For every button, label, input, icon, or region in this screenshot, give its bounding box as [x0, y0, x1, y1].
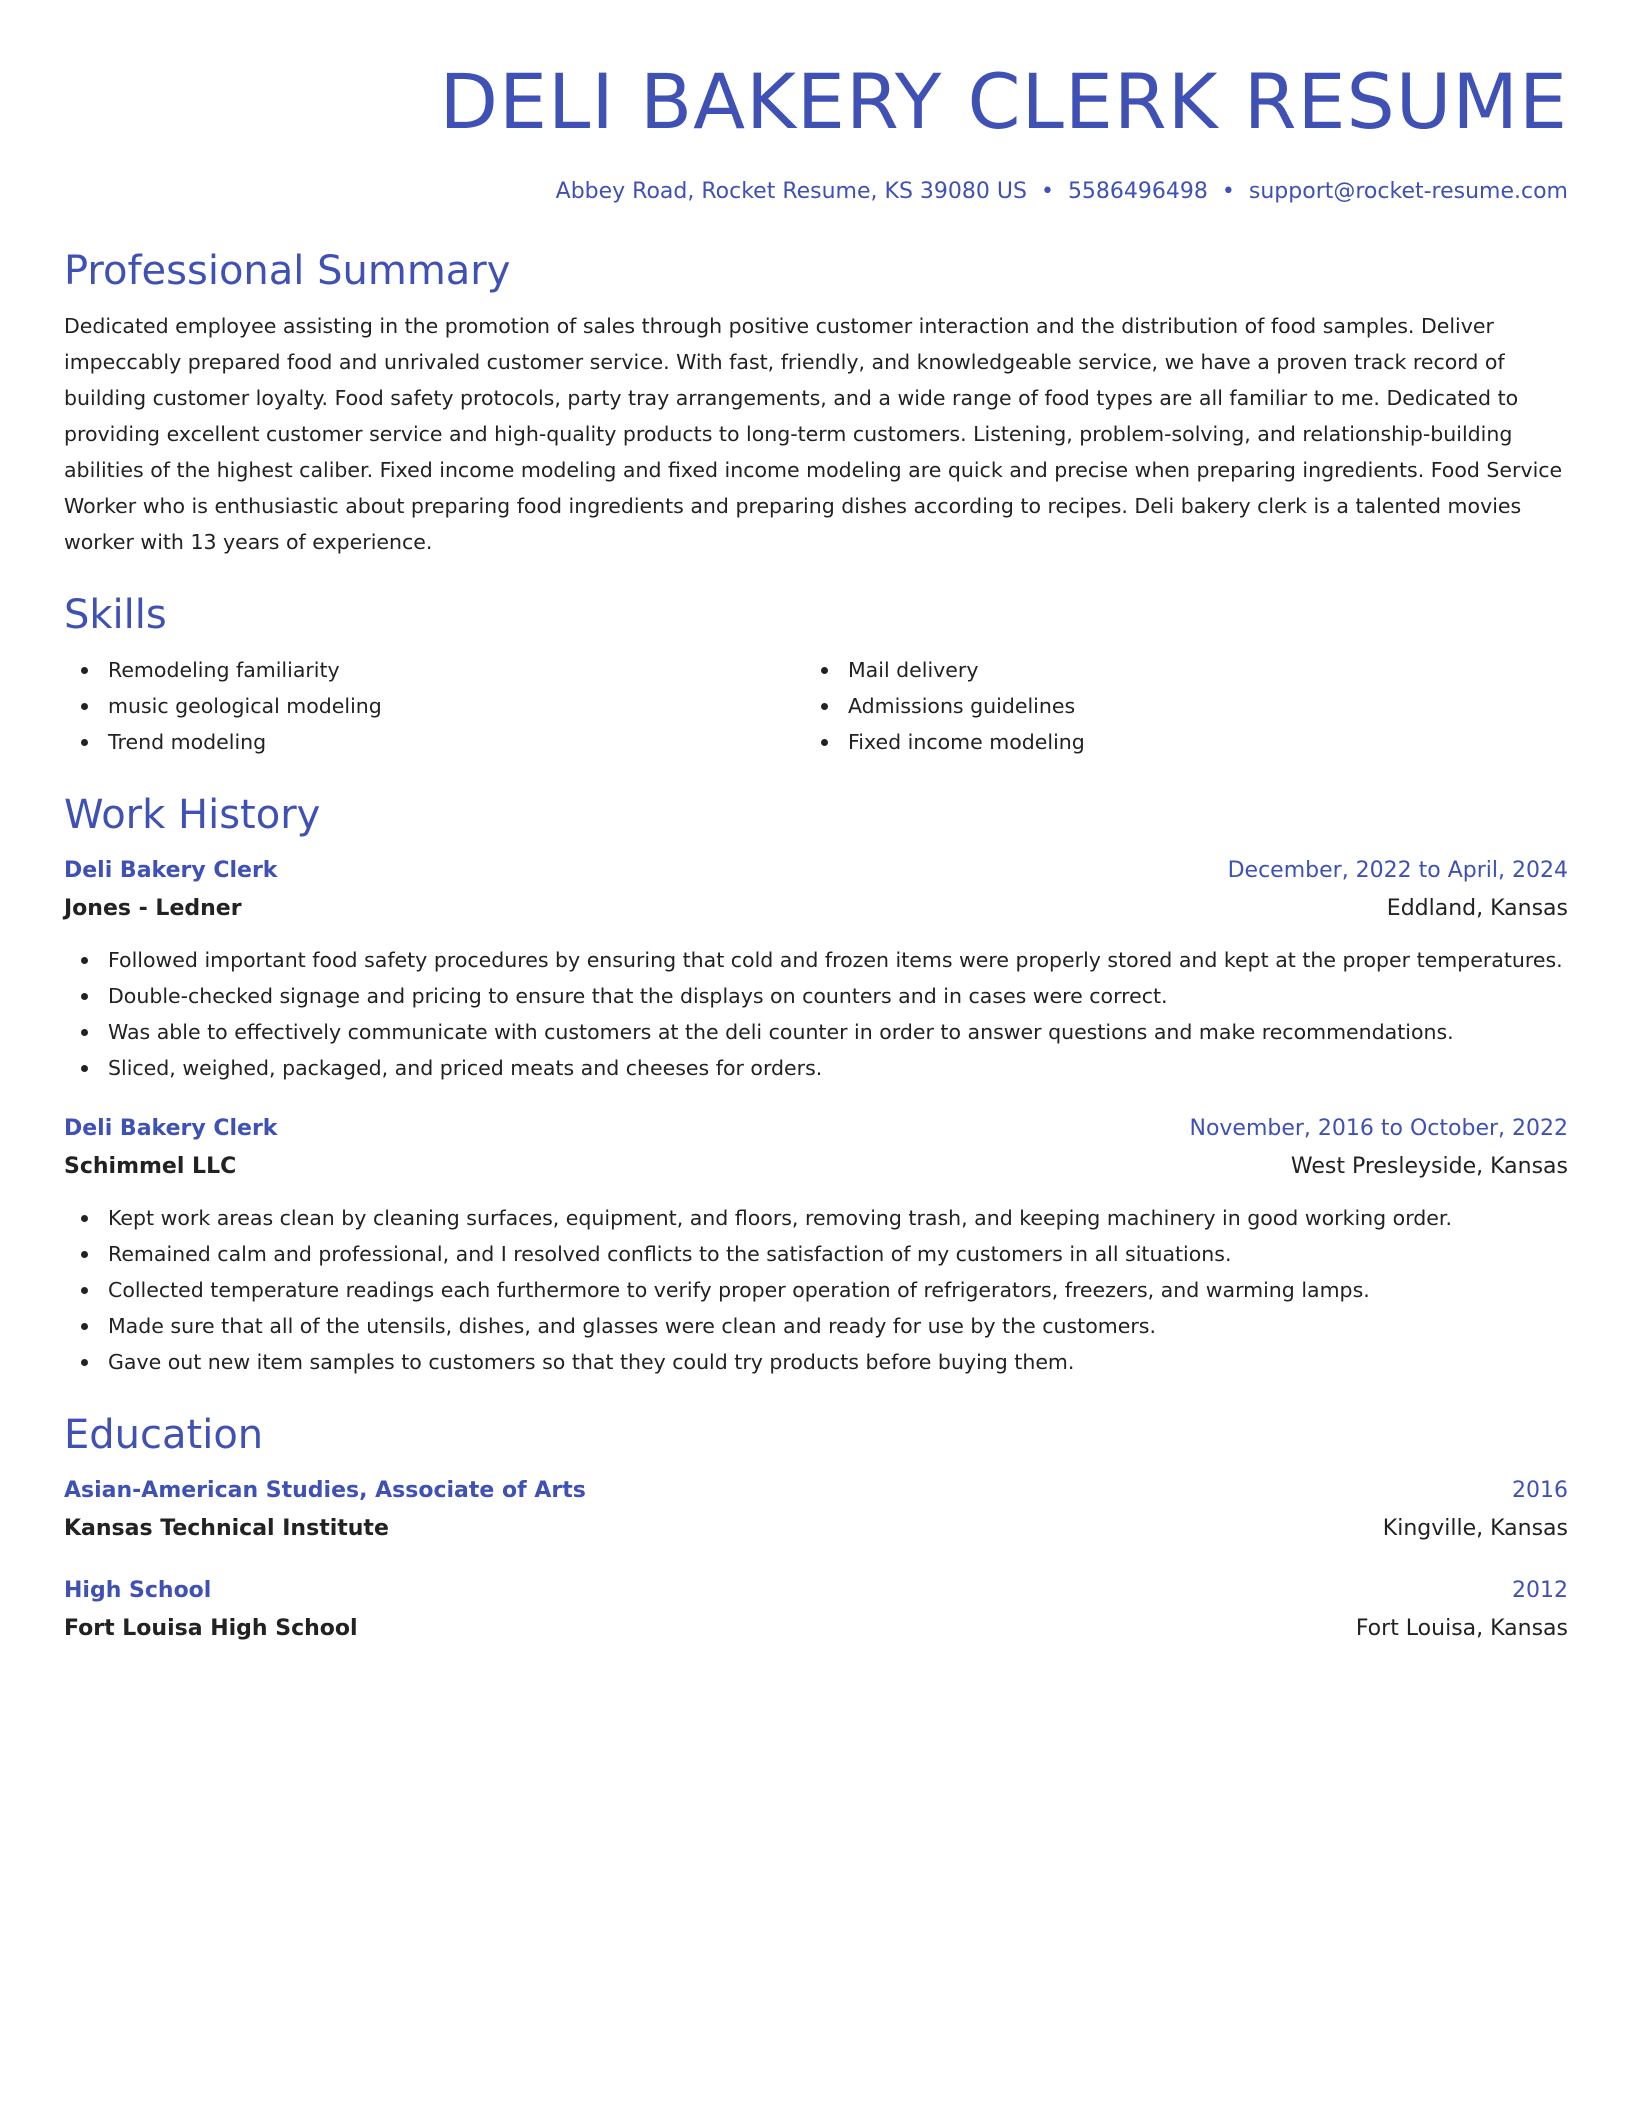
job-duty: Made sure that all of the utensils, dishes, and glasses were clean and ready for use by the customers. [64, 1308, 1568, 1344]
job-duty: Remained calm and professional, and I resolved conflicts to the satisfaction of my customers in all situations. [64, 1236, 1568, 1272]
job-company-row [64, 1148, 1568, 1186]
job-duty: Was able to effectively communicate with customers at the deli counter in order to answer questions and make recommendations. [64, 1014, 1568, 1050]
education-location: Fort Louisa, Kansas [1355, 1616, 1568, 1641]
education-school: Fort Louisa High School [64, 1616, 358, 1641]
job-title: Deli Bakery Clerk [64, 858, 278, 883]
contact-line [64, 176, 1568, 208]
contact-separator: • [1221, 179, 1235, 204]
skills-list-left [64, 652, 804, 760]
summary-section [64, 246, 1568, 560]
work-history-heading: Work History [64, 792, 321, 838]
education-entry [64, 1572, 1568, 1648]
skill-item: music geological modeling [64, 688, 804, 724]
job-header-row [64, 852, 1568, 890]
job-title: Deli Bakery Clerk [64, 1116, 278, 1141]
job-duty: Kept work areas clean by cleaning surfaces, equipment, and floors, removing trash, and keeping machinery in good working order. [64, 1200, 1568, 1236]
education-location: Kingville, Kansas [1382, 1516, 1568, 1541]
education-section [64, 1410, 1568, 1648]
education-header-row [64, 1572, 1568, 1610]
education-header-row [64, 1472, 1568, 1510]
skills-heading: Skills [64, 592, 167, 638]
education-year: 2016 [1512, 1478, 1568, 1503]
education-school: Kansas Technical Institute [64, 1516, 389, 1541]
work-history-section [64, 790, 1568, 1380]
contact-address: Abbey Road, Rocket Resume, KS 39080 US [555, 179, 1027, 204]
summary-text: Dedicated employee assisting in the promotion of sales through positive customer interaction and the distribution of food samples. Deliver impeccably prepared food and unrivaled customer service. With fast, friendly, and knowledgeable service, we have a proven track record of building customer loyalty. Food safety protocols, party tray arrangements, and a wide range of food types are all familiar to me. Dedicated to providing excellent customer service and high-quality products to long-term customers. Listening, problem-solving, and relationship-building abilities of the highest caliber. Fixed income modeling and fixed income modeling are quick and precise when preparing ingredients. Food Service Worker who is enthusiastic about preparing food ingredients and preparing dishes according to recipes. Deli bakery clerk is a talented movies worker with 13 years of experience. [64, 314, 1563, 554]
skill-item: Mail delivery [804, 652, 1564, 688]
job-duty: Double-checked signage and pricing to ensure that the displays on counters and in cases were correct. [64, 978, 1568, 1014]
job-dates: December, 2022 to April, 2024 [1227, 858, 1568, 883]
job-company: Jones - Ledner [64, 896, 242, 921]
skills-list-right [804, 652, 1564, 760]
job-entry [64, 852, 1568, 1086]
job-duty: Collected temperature readings each furthermore to verify proper operation of refrigerators, freezers, and warming lamps. [64, 1272, 1568, 1308]
job-location: West Presleyside, Kansas [1290, 1154, 1568, 1179]
job-entry [64, 1110, 1568, 1380]
job-dates: November, 2016 to October, 2022 [1189, 1116, 1568, 1141]
skill-item: Fixed income modeling [804, 724, 1564, 760]
skill-item: Trend modeling [64, 724, 804, 760]
job-company: Schimmel LLC [64, 1154, 237, 1179]
job-company-row [64, 890, 1568, 928]
job-duties-list [64, 1200, 1568, 1380]
job-duty: Followed important food safety procedures by ensuring that cold and frozen items were properly stored and kept at the proper temperatures. [64, 942, 1568, 978]
skills-grid [64, 652, 1568, 760]
summary-heading: Professional Summary [64, 248, 511, 294]
education-year: 2012 [1512, 1578, 1568, 1603]
job-duty: Sliced, weighed, packaged, and priced meats and cheeses for orders. [64, 1050, 1568, 1086]
job-duties-list [64, 942, 1568, 1086]
education-entry [64, 1472, 1568, 1548]
contact-phone[interactable]: 5586496498 [1067, 179, 1208, 204]
education-degree: Asian-American Studies, Associate of Arts [64, 1478, 586, 1503]
education-heading: Education [64, 1412, 264, 1458]
skills-section [64, 590, 1568, 760]
education-degree: High School [64, 1578, 212, 1603]
job-location: Eddland, Kansas [1386, 896, 1568, 921]
job-header-row [64, 1110, 1568, 1148]
skill-item: Remodeling familiarity [64, 652, 804, 688]
education-school-row [64, 1510, 1568, 1548]
education-school-row [64, 1610, 1568, 1648]
contact-email[interactable]: support@rocket-resume.com [1248, 179, 1568, 204]
resume-title: DELI BAKERY CLERK RESUME [439, 57, 1568, 146]
contact-separator: • [1040, 179, 1054, 204]
skill-item: Admissions guidelines [804, 688, 1564, 724]
job-duty: Gave out new item samples to customers so that they could try products before buying them. [64, 1344, 1568, 1380]
